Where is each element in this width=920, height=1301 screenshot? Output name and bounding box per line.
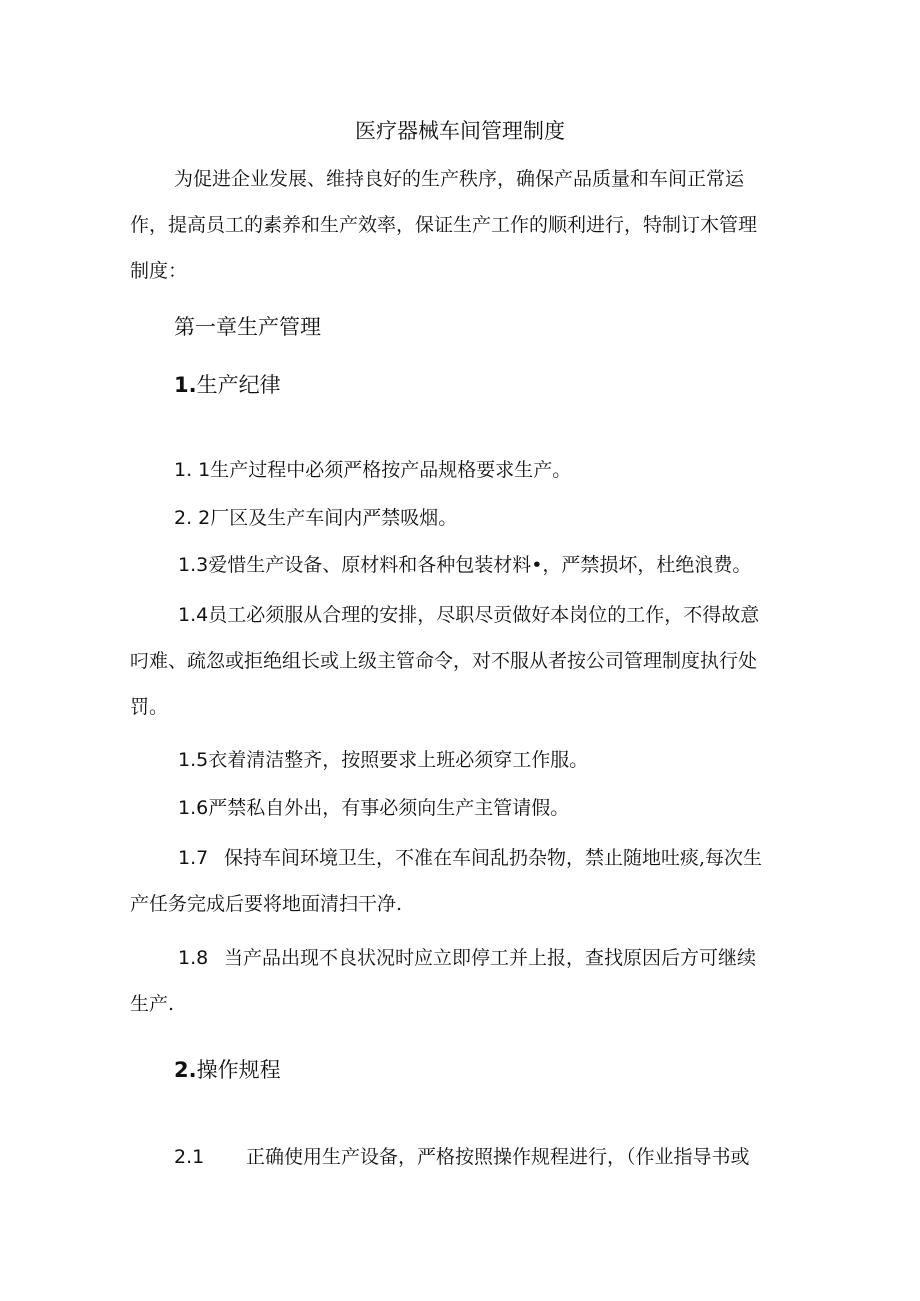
item-line-2: 生产. bbox=[130, 993, 175, 1015]
intro-line-1: 为促进企业发展、维持良好的生产秩序，确保产品质量和车间正常运 bbox=[174, 168, 745, 190]
item-number: 1.3 bbox=[178, 554, 209, 576]
list-item bbox=[174, 447, 571, 493]
list-item bbox=[178, 542, 751, 588]
item-line-1 bbox=[130, 592, 790, 638]
chapter-1-title: 第一章生产管理 bbox=[174, 315, 321, 339]
item-line-1 bbox=[130, 935, 790, 981]
section-1-title: 生产纪律 bbox=[196, 373, 281, 397]
item-line-1 bbox=[130, 835, 790, 881]
item-number: 2. 2 bbox=[174, 507, 211, 529]
item-number: 1.7 bbox=[178, 847, 209, 869]
item-text: 当产品出现不良状况时应立即停工并上报，查找原因后方可继续 bbox=[224, 947, 757, 969]
section-1-heading bbox=[174, 370, 281, 400]
item-text: 保持车间环境卫生，不准在车间乱扔杂物，禁止随地吐痰,每次生 bbox=[224, 847, 763, 869]
item-number: 1.5 bbox=[178, 749, 209, 771]
list-item bbox=[178, 785, 569, 831]
item-text: 生产过程中必须严格按产品规格要求生产。 bbox=[210, 459, 572, 481]
list-item bbox=[130, 935, 790, 1027]
item-line-3: 罚。 bbox=[130, 696, 169, 718]
list-item bbox=[178, 737, 588, 783]
intro-line-3: 制度： bbox=[130, 260, 188, 282]
intro-paragraph bbox=[130, 156, 790, 294]
item-number: 1.4 bbox=[178, 604, 209, 626]
list-item bbox=[130, 592, 790, 730]
item-text: 正确使用生产设备，严格按照操作规程进行，（作业指导书或 bbox=[246, 1146, 750, 1168]
item-line-2: 产任务完成后要将地面清扫干净. bbox=[130, 893, 403, 915]
section-2-heading bbox=[174, 1055, 281, 1085]
item-text: 衣着清洁整齐，按照要求上班必须穿工作服。 bbox=[208, 749, 589, 771]
item-number: 1. 1 bbox=[174, 459, 211, 481]
list-item bbox=[174, 495, 457, 541]
document-title: 医疗器械车间管理制度 bbox=[355, 119, 565, 143]
item-text: 爱惜生产设备、原材料和各种包装材料•，严禁损坏，杜绝浪费。 bbox=[208, 554, 752, 576]
list-item bbox=[130, 835, 790, 927]
section-2-title: 操作规程 bbox=[196, 1058, 281, 1082]
section-1-number: 1. bbox=[174, 373, 197, 397]
item-line-2: 叼难、疏忽或拒绝组长或上级主管命令，对不服从者按公司管理制度执行处 bbox=[130, 650, 758, 672]
item-number: 1.8 bbox=[178, 947, 209, 969]
item-text: 严禁私自外出，有事必须向生产主管请假。 bbox=[208, 797, 570, 819]
intro-line-2: 作，提高员工的素养和生产效率，保证生产工作的顺利进行，特制订木管理 bbox=[130, 214, 758, 236]
item-number: 1.6 bbox=[178, 797, 209, 819]
list-item bbox=[174, 1134, 750, 1180]
item-number: 2.1 bbox=[174, 1146, 205, 1168]
section-2-number: 2. bbox=[174, 1058, 197, 1082]
item-text: 厂区及生产车间内严禁吸烟。 bbox=[210, 507, 458, 529]
item-text: 员工必须服从合理的安排，尽职尽贡做好本岗位的工作，不得故意 bbox=[208, 604, 760, 626]
